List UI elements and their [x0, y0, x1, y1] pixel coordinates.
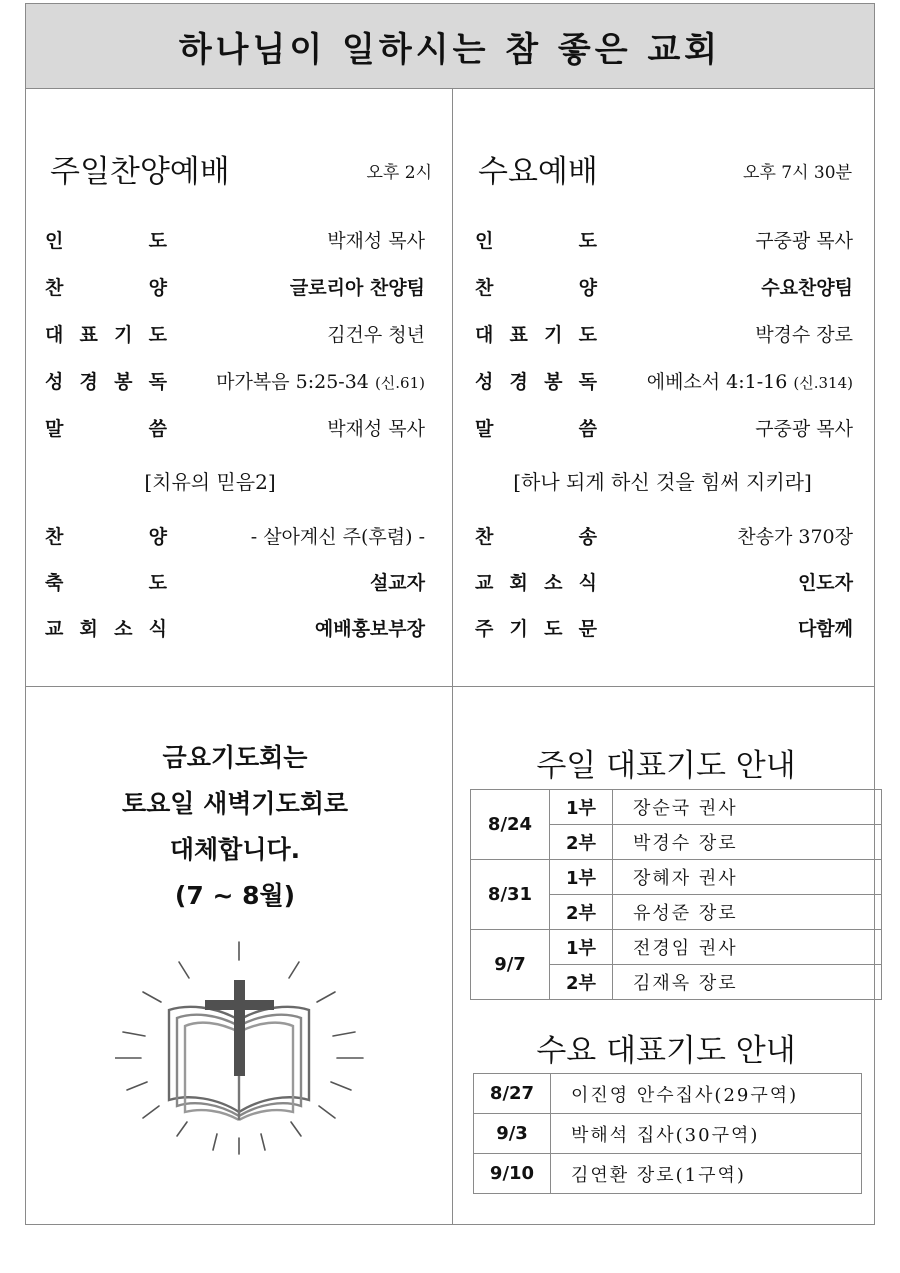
name-cell: 장혜자 권사 — [613, 860, 882, 895]
row-value: 박재성 목사 — [327, 229, 425, 252]
wednesday-row-lords-prayer — [475, 612, 853, 642]
notice-line: 대체합니다. — [169, 835, 301, 864]
scripture-ref: 마가복음 5:25-34 — [216, 370, 369, 393]
date-cell: 8/31 — [471, 860, 550, 930]
date-cell: 8/24 — [471, 790, 550, 860]
scripture-ref: 에베소서 4:1-16 — [646, 370, 788, 393]
date-cell: 9/10 — [474, 1154, 551, 1194]
row-label: 주 기 도 문 — [475, 617, 597, 640]
wednesday-row-hymn — [475, 520, 853, 550]
row-value: 박재성 목사 — [327, 417, 425, 440]
table-row — [471, 860, 882, 895]
date-cell: 8/27 — [474, 1074, 551, 1114]
table-row — [474, 1114, 862, 1154]
wednesday-prayer-title: 수요 대표기도 안내 — [536, 1033, 796, 1069]
part-cell: 2부 — [550, 895, 613, 930]
sunday-prayer-table — [470, 789, 882, 1000]
friday-prayer-notice — [90, 735, 380, 919]
wednesday-service-title: 수요예배 — [478, 154, 598, 190]
bible-cross-icon — [115, 940, 365, 1155]
sunday-row-praise — [45, 271, 425, 301]
part-cell: 1부 — [550, 790, 613, 825]
row-label: 찬 송 — [475, 525, 597, 548]
table-row — [471, 790, 882, 825]
row-value: 구중광 목사 — [755, 417, 853, 440]
row-value — [216, 367, 425, 394]
wednesday-row-scripture — [475, 365, 853, 395]
row-label: 찬 양 — [45, 276, 167, 299]
row-value: 예배홍보부장 — [314, 617, 425, 640]
row-label: 인 도 — [475, 229, 597, 252]
row-value: - 살아계신 주(후렴) - — [250, 525, 425, 548]
section-divider — [25, 686, 875, 687]
sunday-sermon-title: [치유의 믿음2] — [144, 470, 276, 494]
name-cell: 김재옥 장로 — [613, 965, 882, 1000]
row-value — [647, 367, 853, 394]
wednesday-sermon-title: [하나 되게 하신 것을 힘써 지키라] — [513, 470, 812, 494]
page-title: 하나님이 일하시는 참 좋은 교회 — [25, 3, 875, 89]
sunday-row-prayer — [45, 318, 425, 348]
wednesday-prayer-table — [473, 1073, 862, 1194]
wednesday-row-leader — [475, 224, 853, 254]
sunday-row-benediction — [45, 566, 425, 596]
row-label: 찬 양 — [45, 525, 167, 548]
name-cell: 김연환 장로(1구역) — [551, 1154, 862, 1194]
row-value: 인도자 — [797, 571, 853, 594]
row-label: 찬 양 — [475, 276, 597, 299]
wednesday-row-prayer — [475, 318, 853, 348]
hymn-ref: (신.61) — [374, 373, 425, 392]
row-label: 대 표 기 도 — [475, 323, 597, 346]
notice-line: 금요기도회는 — [162, 743, 308, 772]
row-value: 설교자 — [369, 571, 425, 594]
name-cell: 박해석 집사(30구역) — [551, 1114, 862, 1154]
wednesday-row-news — [475, 566, 853, 596]
row-label: 성 경 봉 독 — [475, 370, 597, 393]
name-cell: 박경수 장로 — [613, 825, 882, 860]
name-cell: 이진영 안수집사(29구역) — [551, 1074, 862, 1114]
wednesday-row-sermon — [475, 412, 853, 442]
name-cell: 전경임 권사 — [613, 930, 882, 965]
row-label: 교 회 소 식 — [45, 617, 167, 640]
notice-line: 토요일 새벽기도회로 — [121, 789, 349, 818]
row-label: 대 표 기 도 — [45, 323, 167, 346]
table-row — [474, 1074, 862, 1114]
hymn-ref: (신.314) — [793, 373, 853, 392]
name-cell: 장순국 권사 — [613, 790, 882, 825]
column-divider — [452, 89, 453, 1225]
table-row — [474, 1154, 862, 1194]
part-cell: 1부 — [550, 860, 613, 895]
sunday-row-scripture — [45, 365, 425, 395]
row-value: 구중광 목사 — [755, 229, 853, 252]
sunday-row-news — [45, 612, 425, 642]
row-label: 성 경 봉 독 — [45, 370, 167, 393]
part-cell: 2부 — [550, 965, 613, 1000]
wednesday-row-praise — [475, 271, 853, 301]
row-value: 박경수 장로 — [755, 323, 853, 346]
row-label: 인 도 — [45, 229, 167, 252]
row-value: 찬송가 370장 — [737, 525, 853, 548]
table-row — [471, 930, 882, 965]
sunday-row-sermon — [45, 412, 425, 442]
row-label: 교 회 소 식 — [475, 571, 597, 594]
sunday-row-hymn — [45, 520, 425, 550]
sunday-service-title: 주일찬양예배 — [50, 154, 230, 190]
date-cell: 9/7 — [471, 930, 550, 1000]
name-cell: 유성준 장로 — [613, 895, 882, 930]
sunday-service-time: 오후 2시 — [366, 163, 432, 183]
row-label: 말 씀 — [475, 417, 597, 440]
part-cell: 2부 — [550, 825, 613, 860]
row-label: 말 씀 — [45, 417, 167, 440]
row-value: 다함께 — [797, 617, 853, 640]
row-value: 수요찬양팀 — [761, 276, 853, 299]
row-value: 김건우 청년 — [327, 323, 425, 346]
wednesday-service-time: 오후 7시 30분 — [743, 163, 852, 183]
row-label: 축 도 — [45, 571, 167, 594]
sunday-prayer-title: 주일 대표기도 안내 — [536, 748, 796, 784]
part-cell: 1부 — [550, 930, 613, 965]
sunday-row-leader — [45, 224, 425, 254]
row-value: 글로리아 찬양팀 — [289, 276, 425, 299]
notice-line: (7 ~ 8월) — [174, 881, 296, 910]
date-cell: 9/3 — [474, 1114, 551, 1154]
